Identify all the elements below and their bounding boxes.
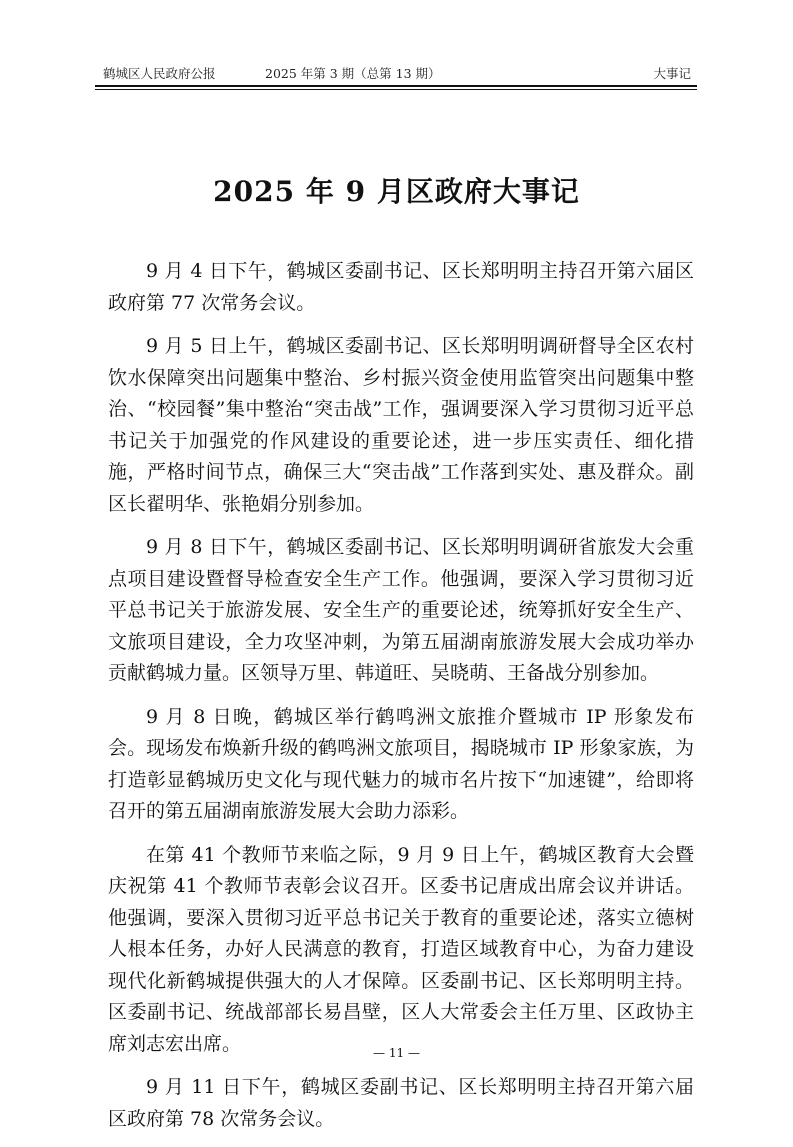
article-body	[108, 256, 694, 1147]
publication-name: 鹤城区人民政府公报	[103, 66, 216, 81]
page-title: 2025 年 9 月区政府大事记	[213, 175, 580, 208]
header-rule-thin	[95, 89, 697, 90]
running-header	[95, 62, 697, 84]
header-rule-thick	[95, 85, 697, 87]
paragraph: 9 月 8 日晚，鹤城区举行鹤鸣洲文旅推介暨城市 IP 形象发布会。现场发布焕新升级的鹤鸣洲文旅项目，揭晓城市 IP 形象家族，为打造彰显鹤城历史文化与现代魅力的城市名片按下“加速键”，给即将召开的第五届湖南旅游发展大会助力添彩。	[108, 705, 694, 822]
issue-number: 2025 年第 3 期（总第 13 期）	[265, 66, 441, 81]
paragraph: 9 月 4 日下午，鹤城区委副书记、区长郑明明主持召开第六届区政府第 77 次常务会议。	[108, 260, 694, 314]
paragraph: 9 月 8 日下午，鹤城区委副书记、区长郑明明调研省旅发大会重点项目建设暨督导检查安全生产工作。他强调，要深入学习贯彻习近平总书记关于旅游发展、安全生产的重要论述，统筹抓好安全生产、文旅项目建设，全力攻坚冲刺，为第五届湖南旅游发展大会成功举办贡献鹤城力量。区领导万里、韩道旺、吴晓萌、王备战分别参加。	[108, 536, 694, 684]
section-name: 大事记	[653, 66, 691, 81]
paragraph: 9 月 5 日上午，鹤城区委副书记、区长郑明明调研督导全区农村饮水保障突出问题集中整治、乡村振兴资金使用监管突出问题集中整治、“校园餐”集中整治“突击战”工作，强调要深入学习贯彻习近平总书记关于加强党的作风建设的重要论述，进一步压实责任、细化措施，严格时间节点，确保三大“突击战”工作落到实处、惠及群众。副区长翟明华、张艳娟分别参加。	[108, 335, 694, 515]
paragraph: 在第 41 个教师节来临之际，9 月 9 日上午，鹤城区教育大会暨庆祝第 41 个教师节表彰会议召开。区委书记唐成出席会议并讲话。他强调，要深入贯彻习近平总书记关于教育的重要论述，落实立德树人根本任务，办好人民满意的教育，打造区域教育中心，为奋力建设现代化新鹤城提供强大的人才保障。区委副书记、区长郑明明主持。区委副书记、统战部部长易昌壁，区人大常委会主任万里、区政协主席刘志宏出席。	[108, 843, 694, 1055]
paragraph: 9 月 11 日下午，鹤城区委副书记、区长郑明明主持召开第六届区政府第 78 次常务会议。	[108, 1076, 694, 1130]
page-number: — 11 —	[373, 1046, 420, 1060]
